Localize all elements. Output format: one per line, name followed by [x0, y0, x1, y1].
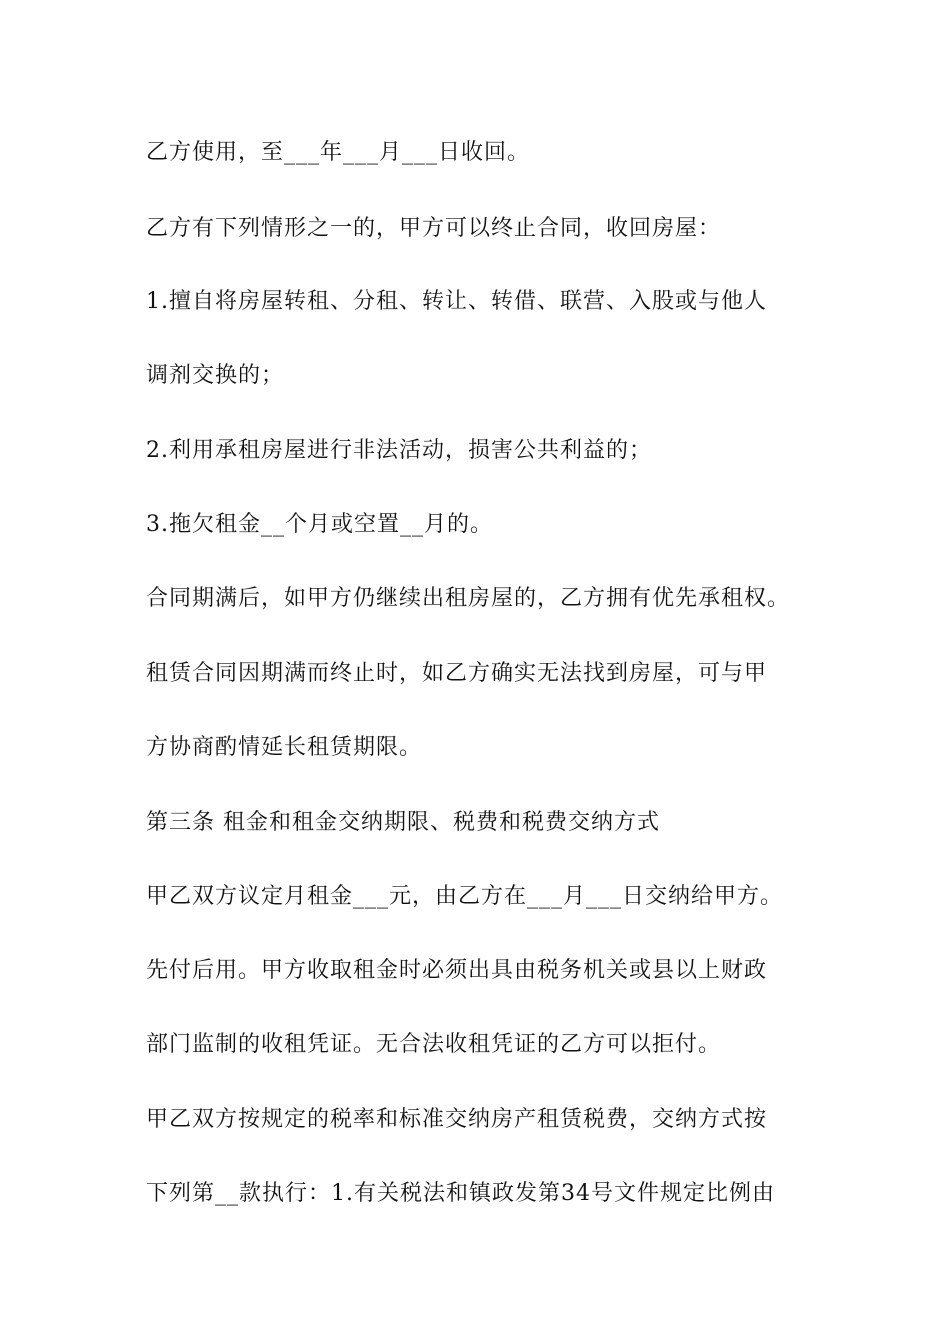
text-line-1: 乙方使用，至___年___月___日收回。 — [146, 140, 531, 165]
text-line-14: 甲乙双方按规定的税率和标准交纳房产租赁税费，交纳方式按 — [146, 1107, 768, 1132]
text-line-9: 方协商酌情延长租赁期限。 — [146, 735, 423, 760]
text-line-12: 先付后用。甲方收取租金时必须出具由税务机关或县以上财政 — [146, 958, 768, 983]
text-line-6: 3.拖欠租金__个月或空置__月的。 — [146, 512, 493, 537]
text-line-3: 1.擅自将房屋转租、分租、转让、转借、联营、入股或与他人 — [146, 289, 767, 314]
text-line-5: 2.利用承租房屋进行非法活动，损害公共利益的； — [146, 438, 652, 463]
text-line-13: 部门监制的收租凭证。无合法收租凭证的乙方可以拒付。 — [146, 1032, 722, 1057]
text-line-15: 下列第__款执行：1.有关税法和镇政发第34号文件规定比例由 — [146, 1181, 775, 1206]
text-line-2: 乙方有下列情形之一的，甲方可以终止合同，收回房屋： — [146, 216, 722, 241]
text-line-8: 租赁合同因期满而终止时，如乙方确实无法找到房屋，可与甲 — [146, 661, 768, 686]
text-line-11: 甲乙双方议定月租金___元，由乙方在___月___日交纳给甲方。 — [146, 884, 784, 909]
text-line-7: 合同期满后，如甲方仍继续出租房屋的，乙方拥有优先承租权。 — [146, 586, 791, 611]
text-line-4: 调剂交换的； — [146, 363, 285, 388]
section-heading: 第三条 租金和租金交纳期限、税费和税费交纳方式 — [146, 810, 660, 835]
